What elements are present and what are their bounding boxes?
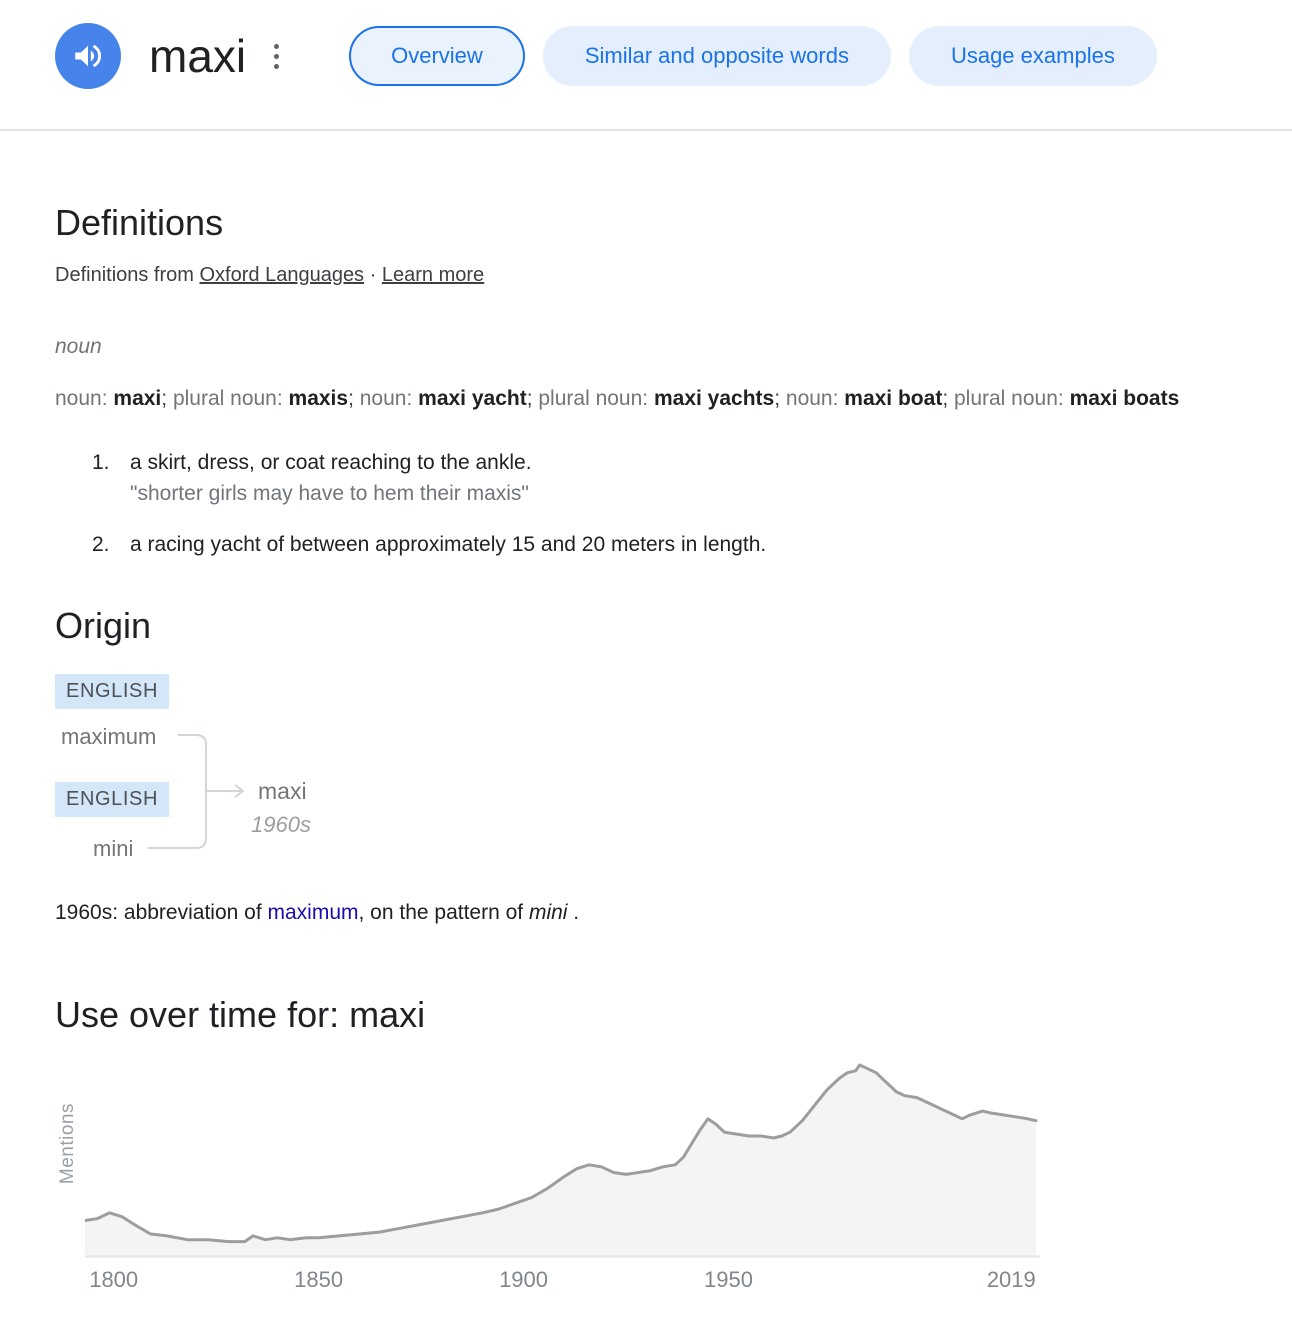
form-label: noun: bbox=[55, 387, 114, 410]
part-of-speech-label: noun bbox=[55, 335, 102, 358]
language-badge-bottom: ENGLISH bbox=[55, 782, 169, 817]
result-word: maxi bbox=[258, 778, 307, 804]
x-tick-label: 1850 bbox=[294, 1267, 344, 1292]
chart-plot bbox=[85, 1059, 1040, 1264]
etymology-suffix: . bbox=[567, 901, 580, 924]
form-term: maxi yachts bbox=[653, 387, 775, 410]
form-separator: ; bbox=[774, 387, 786, 410]
chart-area bbox=[85, 1065, 1036, 1257]
overflow-menu-button[interactable] bbox=[268, 38, 285, 75]
word-header bbox=[0, 0, 1292, 131]
x-tick-label: 1900 bbox=[499, 1267, 549, 1292]
origin-heading: Origin bbox=[55, 605, 152, 646]
form-label: plural noun: bbox=[953, 387, 1070, 410]
source-prefix: Definitions from bbox=[55, 264, 194, 286]
form-label: noun: bbox=[359, 387, 419, 410]
etymology-diagram bbox=[55, 672, 1275, 864]
form-separator: ; bbox=[348, 387, 360, 410]
definitions-heading: Definitions bbox=[55, 202, 224, 243]
x-tick-label: 2019 bbox=[986, 1267, 1036, 1292]
etymology-prefix: 1960s: abbreviation of bbox=[55, 901, 268, 924]
form-separator: ; bbox=[942, 387, 954, 410]
form-term: maxi boats bbox=[1069, 387, 1180, 410]
sense-example: "shorter girls may have to hem their maxis" bbox=[130, 482, 529, 505]
dot-separator: · bbox=[369, 264, 377, 286]
x-axis-ticks bbox=[85, 1264, 1040, 1296]
tab-usage-examples[interactable]: Usage examples bbox=[909, 26, 1157, 86]
source-line bbox=[55, 264, 1275, 287]
x-tick-label: 1800 bbox=[89, 1267, 139, 1292]
usage-heading: Use over time for: maxi bbox=[55, 994, 426, 1035]
sense-body bbox=[130, 448, 532, 509]
oxford-languages-link[interactable]: Oxford Languages bbox=[199, 264, 365, 286]
sense-item bbox=[55, 530, 1275, 560]
x-tick-label: 1950 bbox=[704, 1267, 753, 1292]
form-term: maxi boat bbox=[844, 387, 943, 410]
chart-svg bbox=[85, 1059, 1040, 1264]
maximum-link[interactable]: maximum bbox=[267, 901, 359, 924]
sense-item bbox=[55, 448, 1275, 509]
sense-text: a skirt, dress, or coat reaching to the ankle. bbox=[130, 451, 532, 474]
language-badge-top: ENGLISH bbox=[55, 674, 169, 709]
form-label: plural noun: bbox=[538, 387, 654, 410]
header-tabs bbox=[349, 26, 1157, 86]
form-label: plural noun: bbox=[172, 387, 289, 410]
learn-more-link[interactable]: Learn more bbox=[381, 264, 485, 286]
speaker-icon bbox=[71, 39, 105, 73]
form-separator: ; bbox=[161, 387, 173, 410]
main-content bbox=[0, 131, 1292, 1296]
three-dot-menu-icon bbox=[274, 44, 279, 69]
sense-body bbox=[130, 530, 766, 560]
etymology-text bbox=[55, 901, 1275, 925]
form-term: maxis bbox=[288, 387, 349, 410]
noun-forms bbox=[55, 378, 1275, 420]
tab-overview[interactable]: Overview bbox=[349, 26, 525, 86]
sense-number: 1. bbox=[92, 451, 110, 474]
origin-word-mini: mini bbox=[93, 836, 134, 861]
mentions-axis-label: Mentions bbox=[57, 1103, 78, 1185]
word-title: maxi bbox=[149, 30, 247, 82]
result-era: 1960s bbox=[251, 812, 311, 837]
origin-word-maximum: maximum bbox=[61, 724, 157, 749]
tab-similar-and-opposite-words[interactable]: Similar and opposite words bbox=[543, 26, 891, 86]
sense-number: 2. bbox=[92, 533, 110, 556]
etymology-middle: , on the pattern of bbox=[358, 901, 529, 924]
form-label: noun: bbox=[785, 387, 845, 410]
form-term: maxi yacht bbox=[418, 387, 527, 410]
pronounce-button[interactable] bbox=[55, 23, 121, 89]
sense-text: a racing yacht of between approximately 15 and 20 meters in length. bbox=[130, 533, 767, 556]
form-term: maxi bbox=[113, 387, 162, 410]
form-separator: ; bbox=[526, 387, 539, 410]
usage-chart bbox=[55, 1059, 1275, 1264]
senses-list bbox=[55, 448, 1275, 560]
etymology-italic-word: mini bbox=[528, 901, 568, 924]
